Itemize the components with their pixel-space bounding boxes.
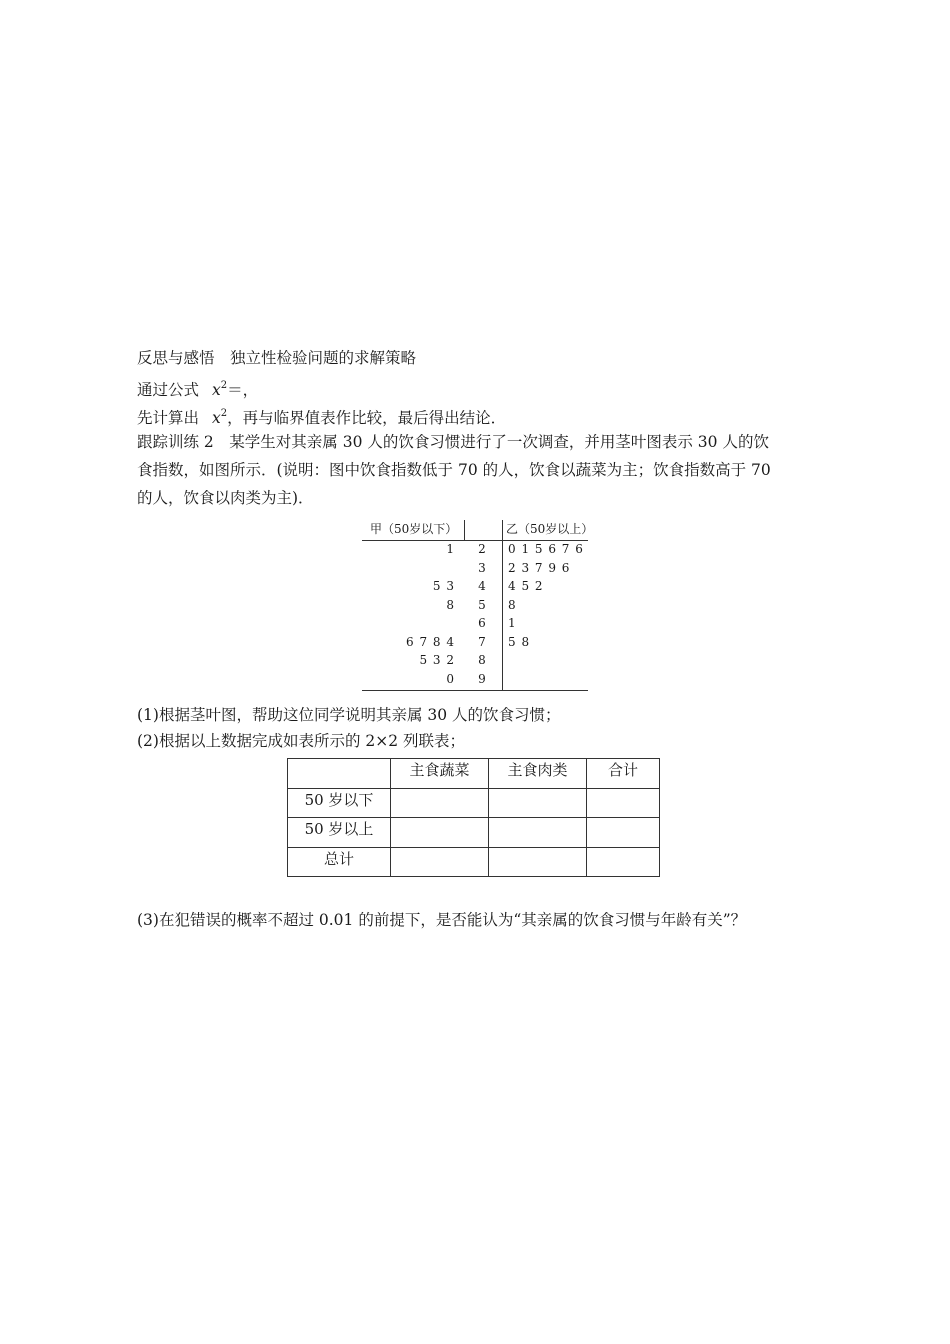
formula-prefix: 通过公式 <box>137 381 200 399</box>
formula-var: x <box>211 381 221 399</box>
training-line-1: 跟踪训练 2 某学生对其亲属 30 人的饮食习惯进行了一次调查，并用茎叶图表示 30 人的饮 <box>137 433 769 451</box>
table-header-cell: 主食肉类 <box>489 759 587 789</box>
right-leaves: 5 8 <box>508 634 531 649</box>
left-leaves: 5 3 2 <box>419 653 455 667</box>
stem-row <box>362 653 588 672</box>
stem-row <box>362 561 588 580</box>
compute-sup: 2 <box>220 408 228 419</box>
top-rule <box>362 540 588 541</box>
row-label: 总计 <box>288 847 391 877</box>
stem-leaf-plot <box>362 520 594 692</box>
formula-sup: 2 <box>220 380 228 391</box>
stem: 2 <box>478 542 486 556</box>
compute-var: x <box>211 409 221 427</box>
left-leaves: 0 <box>446 671 455 686</box>
table-cell <box>489 847 587 877</box>
right-leaves: 8 <box>508 597 517 612</box>
reflection-heading: 反思与感悟 独立性检验问题的求解策略 <box>137 349 417 367</box>
row-label: 50 岁以下 <box>288 788 391 818</box>
table-header-cell: 主食蔬菜 <box>391 759 489 789</box>
compute-suffix: ，再与临界值表作比较，最后得出结论． <box>227 409 507 427</box>
header-divider-left <box>464 520 465 540</box>
stem: 3 <box>478 560 486 575</box>
table-cell <box>489 788 587 818</box>
training-line-3: 的人，饮食以肉类为主)． <box>137 489 314 507</box>
left-leaves: 5 3 <box>432 579 455 593</box>
right-leaves: 1 <box>508 616 517 630</box>
table-cell <box>587 818 660 848</box>
stem-row <box>362 635 588 654</box>
stem: 9 <box>478 671 486 686</box>
table-cell <box>489 818 587 848</box>
stem: 5 <box>478 597 486 612</box>
right-leaves: 4 5 2 <box>508 579 544 593</box>
question-2: (2)根据以上数据完成如表所示的 2×2 列联表； <box>137 732 466 750</box>
training-line-2: 食指数，如图所示．(说明：图中饮食指数低于 70 的人，饮食以蔬菜为主；饮食指数高于 70 <box>137 461 771 479</box>
bottom-rule <box>362 690 588 691</box>
stem: 4 <box>478 579 486 593</box>
right-leaves: 2 3 7 9 6 <box>508 560 571 575</box>
left-leaves: 6 7 8 4 <box>406 634 455 649</box>
table-row <box>288 818 660 848</box>
left-leaves: 8 <box>446 597 455 612</box>
table-cell <box>391 788 489 818</box>
row-label: 50 岁以上 <box>288 818 391 848</box>
stem: 7 <box>478 634 486 649</box>
compute-line <box>137 403 506 429</box>
table-row <box>288 788 660 818</box>
stem-row <box>362 598 588 617</box>
left-leaves: 1 <box>446 542 455 556</box>
right-leaves: 0 1 5 6 7 6 <box>508 542 584 556</box>
right-header: 乙（50岁以上） <box>506 522 594 536</box>
contingency-table <box>287 758 660 877</box>
question-1: (1)根据茎叶图，帮助这位同学说明其亲属 30 人的饮食习惯； <box>137 706 561 724</box>
table-header-cell: 合计 <box>587 759 660 789</box>
stem-row <box>362 672 588 691</box>
table-row <box>288 847 660 877</box>
table-header-row <box>288 759 660 789</box>
table-cell <box>587 788 660 818</box>
question-3: (3)在犯错误的概率不超过 0.01 的前提下，是否能认为“其亲属的饮食习惯与年龄有关”？ <box>137 911 747 929</box>
table-cell <box>587 847 660 877</box>
compute-prefix: 先计算出 <box>137 409 200 427</box>
formula-line <box>137 375 258 401</box>
table-header-cell <box>288 759 391 789</box>
stem: 6 <box>478 616 486 630</box>
formula-suffix: ＝， <box>227 381 259 399</box>
stem-row <box>362 542 588 561</box>
stem-row <box>362 616 588 635</box>
table-cell <box>391 818 489 848</box>
stem-row <box>362 579 588 598</box>
stem: 8 <box>478 653 486 667</box>
table-cell <box>391 847 489 877</box>
left-header: 甲（50岁以下） <box>370 522 458 536</box>
